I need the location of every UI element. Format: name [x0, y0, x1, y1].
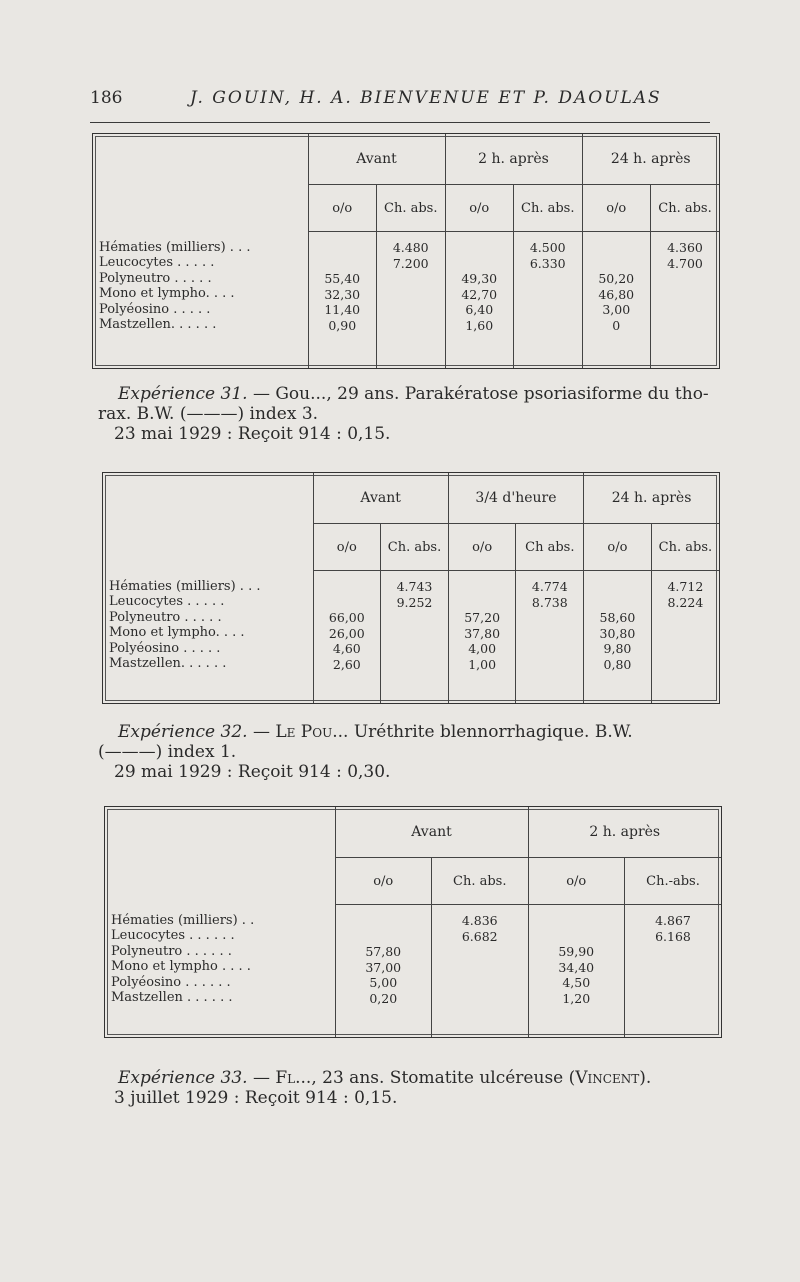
table-3 — [104, 806, 722, 1038]
table-cell — [627, 960, 719, 976]
table-cell: 59,90 — [558, 944, 595, 959]
table-1-col — [377, 232, 446, 369]
table-cell — [653, 318, 717, 334]
table-cell: 6,40 — [465, 302, 494, 317]
table-1 — [92, 133, 720, 369]
table-cell: 4.500 — [529, 240, 566, 255]
table-cell: 34,40 — [558, 959, 595, 975]
exp33-dash: — — [247, 1068, 276, 1088]
exp31-title: Expérience 31. — [118, 384, 248, 404]
table-3-group-avant: Avant — [335, 807, 528, 858]
row-label: Leucocytes . . . . . . — [111, 928, 235, 943]
table-cell — [379, 287, 443, 303]
table-cell — [516, 302, 580, 318]
table-2-grid — [103, 473, 719, 703]
experience-31 — [98, 384, 728, 444]
table-2-col — [651, 571, 719, 704]
table-cell — [531, 929, 623, 945]
table-2-group-avant: Avant — [313, 473, 448, 524]
table-2-col — [448, 571, 516, 704]
exp33-vincent: Vincent — [575, 1068, 640, 1088]
table-1-sub: Ch. abs. — [651, 185, 720, 232]
table-3-col — [528, 905, 625, 1038]
table-1-group-24h: 24 h. après — [582, 134, 719, 185]
table-3-sub: o/o — [335, 858, 432, 905]
table-cell: 4,50 — [562, 975, 591, 990]
table-cell: 4,00 — [468, 641, 497, 656]
table-cell — [654, 610, 717, 626]
table-cell — [585, 240, 649, 256]
row-label: Polyneutro . . . . . — [99, 270, 212, 286]
table-1-sub: o/o — [582, 185, 651, 232]
table-2 — [102, 472, 720, 704]
table-2-sub: Ch. abs. — [651, 524, 719, 571]
table-cell: 4.700 — [667, 255, 703, 271]
table-cell: 37,80 — [464, 625, 501, 641]
table-2-col — [381, 571, 449, 704]
table-1-row-labels — [93, 232, 308, 369]
table-cell: 32,30 — [324, 286, 361, 302]
table-cell: 0,80 — [603, 656, 632, 672]
table-cell: 66,00 — [328, 610, 365, 625]
row-label: Mastzellen. . . . . . — [109, 656, 227, 671]
table-cell: 1,20 — [562, 990, 591, 1006]
table-cell — [516, 271, 580, 287]
row-label: Mono et lympho . . . . — [111, 959, 251, 974]
table-cell: 9,80 — [603, 641, 632, 656]
table-2-group-3-4h: 3/4 d'heure — [448, 473, 583, 524]
table-cell — [316, 579, 379, 595]
exp33-text-1c: ). — [639, 1068, 652, 1088]
table-cell: 0 — [612, 317, 621, 333]
table-cell — [383, 641, 446, 657]
table-cell — [379, 318, 443, 334]
table-cell — [586, 579, 649, 595]
exp32-line-3: 29 mai 1929 : Reçoit 914 : 0,30. — [114, 762, 391, 782]
table-cell: 6.168 — [655, 928, 691, 944]
table-cell — [434, 960, 526, 976]
table-cell: 1,60 — [465, 317, 494, 333]
table-3-corner — [105, 807, 335, 905]
table-cell: 57,20 — [464, 610, 501, 625]
table-cell: 0,20 — [369, 990, 398, 1006]
table-2-group-24h: 24 h. après — [584, 473, 719, 524]
table-2-col — [313, 571, 381, 704]
table-cell: 8.224 — [667, 594, 704, 610]
exp33-title: Expérience 33. — [118, 1068, 248, 1088]
row-label: Mastzellen. . . . . . — [99, 317, 217, 332]
table-cell: 50,20 — [598, 271, 635, 286]
exp31-line-3: 23 mai 1929 : Reçoit 914 : 0,15. — [114, 424, 391, 444]
table-cell: 42,70 — [461, 286, 498, 302]
row-label: Leucocytes . . . . . — [99, 255, 215, 270]
table-cell — [379, 302, 443, 318]
table-cell: 4.867 — [655, 913, 691, 928]
table-1-col — [445, 232, 514, 369]
table-cell — [653, 271, 717, 287]
table-cell — [311, 240, 375, 256]
exp32-dash: — — [247, 722, 276, 742]
exp33-line-2: 3 juillet 1929 : Reçoit 914 : 0,15. — [114, 1088, 398, 1108]
table-cell: 9.252 — [396, 594, 433, 610]
table-cell — [585, 256, 649, 272]
table-cell: 46,80 — [598, 286, 635, 302]
table-cell — [653, 287, 717, 303]
table-1-sub: o/o — [445, 185, 514, 232]
table-cell — [518, 610, 581, 626]
table-cell: 0,90 — [328, 317, 357, 333]
table-cell — [653, 302, 717, 318]
table-cell: 57,80 — [365, 944, 402, 959]
exp32-text-1: Uréthrite blennorrhagique. B.W. — [348, 722, 633, 742]
table-cell — [518, 657, 581, 673]
row-label: Leucocytes . . . . . — [109, 594, 225, 609]
table-3-sub: Ch.-abs. — [625, 858, 722, 905]
table-cell — [311, 256, 375, 272]
table-cell: 4.360 — [667, 240, 703, 255]
table-1-col — [651, 232, 720, 369]
table-cell — [531, 913, 623, 929]
row-label: Mono et lympho. . . . — [99, 286, 235, 301]
table-cell — [518, 626, 581, 642]
exp31-text-1: — Gou..., 29 ans. Parakératose psoriasiforme du tho- — [247, 384, 709, 404]
table-cell: 30,80 — [599, 625, 636, 641]
table-cell — [516, 318, 580, 334]
experience-32 — [98, 722, 728, 782]
table-cell — [654, 626, 717, 642]
row-label: Polyneutro . . . . . . — [111, 943, 232, 959]
table-cell: 4.836 — [461, 913, 498, 928]
table-cell: 8.738 — [531, 594, 568, 610]
table-cell — [434, 944, 526, 960]
table-1-sub: Ch. abs. — [377, 185, 446, 232]
table-cell: 4.774 — [531, 579, 568, 594]
table-2-col — [584, 571, 652, 704]
table-1-corner — [93, 134, 308, 232]
table-cell — [379, 271, 443, 287]
running-title: J. GOUIN, H. A. BIENVENUE ET P. DAOULAS — [190, 88, 662, 108]
table-3-sub: Ch. abs. — [432, 858, 529, 905]
table-1-sub: o/o — [308, 185, 377, 232]
experience-33 — [114, 1068, 728, 1108]
table-cell — [627, 944, 719, 960]
table-cell — [451, 579, 514, 595]
page-number: 186 — [90, 88, 123, 108]
row-label: Polyéosino . . . . . — [109, 640, 221, 656]
row-label: Hématies (milliers) . . . — [99, 239, 251, 255]
table-cell: 6.682 — [461, 928, 498, 944]
table-cell — [451, 595, 514, 611]
table-2-sub: Ch. abs. — [381, 524, 449, 571]
table-2-sub: o/o — [584, 524, 652, 571]
table-cell: 11,40 — [324, 302, 361, 317]
table-cell: 4.480 — [392, 240, 429, 255]
exp32-title: Expérience 32. — [118, 722, 248, 742]
row-label: Mastzellen . . . . . . — [111, 990, 233, 1005]
table-cell: 37,00 — [365, 959, 402, 975]
table-cell — [434, 991, 526, 1007]
table-cell: 7.200 — [392, 255, 429, 271]
table-cell — [448, 256, 512, 272]
table-1-group-2h: 2 h. après — [445, 134, 582, 185]
row-label: Polyneutro . . . . . — [109, 609, 222, 625]
table-1-group-avant: Avant — [308, 134, 445, 185]
table-cell — [316, 595, 379, 611]
table-3-sub: o/o — [528, 858, 625, 905]
header-rule — [90, 122, 710, 123]
table-cell: 4,60 — [332, 641, 361, 656]
table-2-sub: o/o — [448, 524, 516, 571]
table-3-grid — [105, 807, 721, 1037]
table-1-sub: Ch. abs. — [514, 185, 583, 232]
row-label: Mono et lympho. . . . — [109, 625, 245, 640]
table-1-col — [582, 232, 651, 369]
table-cell: 4.712 — [667, 579, 704, 594]
table-cell: 1,00 — [468, 656, 497, 672]
table-1-grid — [93, 134, 719, 368]
table-cell — [338, 913, 430, 929]
table-cell: 55,40 — [324, 271, 361, 286]
table-cell — [654, 641, 717, 657]
table-3-col — [335, 905, 432, 1038]
table-3-group-2h: 2 h. après — [528, 807, 721, 858]
table-1-col — [514, 232, 583, 369]
row-label: Hématies (milliers) . . — [111, 912, 255, 928]
table-cell — [383, 626, 446, 642]
table-3-col — [432, 905, 529, 1038]
exp32-name: Le Pou... — [275, 722, 349, 742]
table-1-col — [308, 232, 377, 369]
table-cell — [434, 975, 526, 991]
table-cell — [338, 929, 430, 945]
table-2-sub: o/o — [313, 524, 381, 571]
exp32-text-2: (———) index 1. — [98, 742, 237, 762]
row-label: Polyéosino . . . . . . — [111, 974, 231, 990]
table-2-col — [516, 571, 584, 704]
table-cell — [627, 991, 719, 1007]
table-2-sub: Ch abs. — [516, 524, 584, 571]
table-2-row-labels — [103, 571, 313, 704]
row-label: Polyéosino . . . . . — [99, 301, 211, 317]
table-cell: 26,00 — [328, 625, 365, 641]
table-cell: 2,60 — [332, 656, 361, 672]
table-cell: 6.330 — [529, 255, 566, 271]
table-cell — [516, 287, 580, 303]
table-cell: 49,30 — [461, 271, 498, 286]
table-cell — [627, 975, 719, 991]
row-label: Hématies (milliers) . . . — [109, 578, 261, 594]
table-3-row-labels — [105, 905, 335, 1038]
table-cell — [448, 240, 512, 256]
table-cell: 3,00 — [602, 302, 631, 317]
table-cell: 5,00 — [369, 975, 398, 990]
page-header — [90, 88, 720, 112]
exp33-name: Fl... — [275, 1068, 312, 1088]
table-3-col — [625, 905, 722, 1038]
table-cell — [586, 595, 649, 611]
exp33-text-1: , 23 ans. Stomatite ulcéreuse ( — [311, 1068, 576, 1088]
table-cell: 58,60 — [599, 610, 636, 625]
table-2-corner — [103, 473, 313, 571]
table-cell: 4.743 — [396, 579, 433, 594]
table-cell — [518, 641, 581, 657]
exp31-text-2: rax. B.W. (———) index 3. — [98, 404, 319, 424]
table-cell — [383, 610, 446, 626]
table-cell — [383, 657, 446, 673]
table-cell — [654, 657, 717, 673]
